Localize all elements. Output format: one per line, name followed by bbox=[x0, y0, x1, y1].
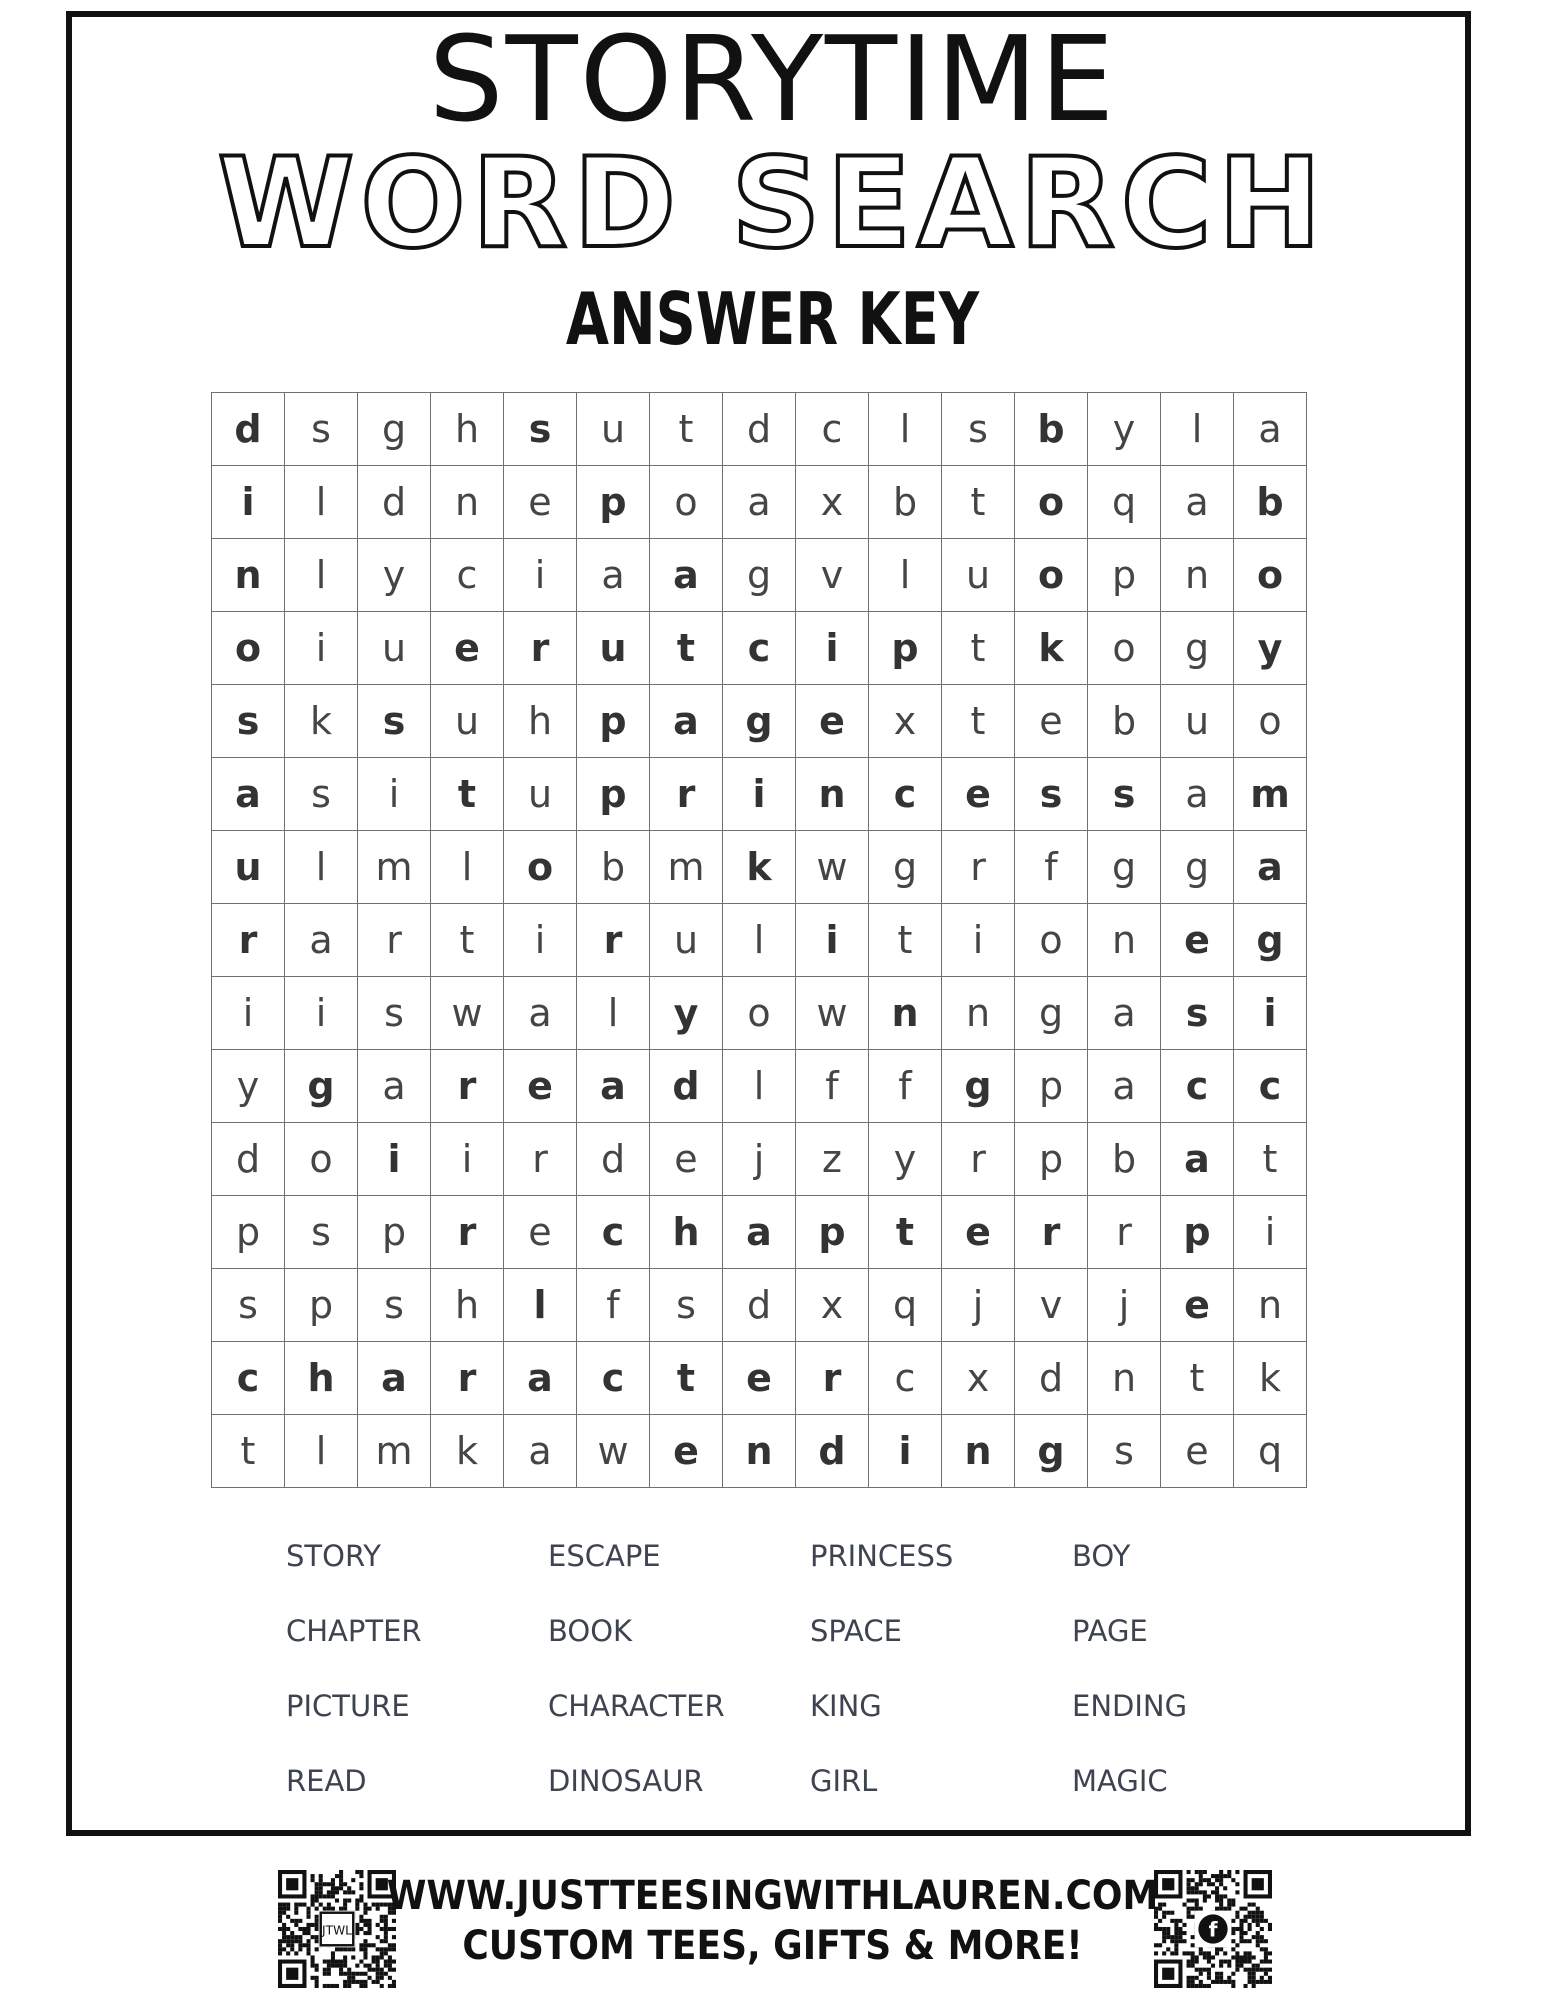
grid-cell-highlighted: o bbox=[1015, 539, 1088, 612]
word-list bbox=[286, 1530, 1336, 1830]
grid-cell: t bbox=[1234, 1123, 1307, 1196]
footer-tagline: CUSTOM TEES, GIFTS & MORE! bbox=[462, 1923, 1083, 1969]
grid-cell: z bbox=[796, 1123, 869, 1196]
grid-cell: n bbox=[431, 466, 504, 539]
grid-cell: f bbox=[1015, 831, 1088, 904]
grid-cell-highlighted: e bbox=[723, 1342, 796, 1415]
grid-cell: w bbox=[431, 977, 504, 1050]
grid-cell: u bbox=[577, 393, 650, 466]
grid-cell-highlighted: i bbox=[723, 758, 796, 831]
grid-cell: h bbox=[431, 393, 504, 466]
grid-cell-highlighted: y bbox=[1234, 612, 1307, 685]
grid-cell: k bbox=[285, 685, 358, 758]
grid-cell: l bbox=[431, 831, 504, 904]
grid-cell-highlighted: b bbox=[1015, 393, 1088, 466]
grid-cell: i bbox=[212, 977, 285, 1050]
grid-row bbox=[212, 612, 1307, 685]
word-list-item: PICTURE bbox=[286, 1689, 410, 1723]
grid-cell-highlighted: a bbox=[504, 1342, 577, 1415]
grid-cell: e bbox=[1015, 685, 1088, 758]
grid-cell: p bbox=[1088, 539, 1161, 612]
grid-cell: r bbox=[942, 831, 1015, 904]
grid-cell: e bbox=[650, 1123, 723, 1196]
grid-cell: t bbox=[212, 1415, 285, 1488]
grid-cell: i bbox=[431, 1123, 504, 1196]
grid-cell: d bbox=[212, 1123, 285, 1196]
title-storytime: STORYTIME bbox=[428, 10, 1117, 148]
grid-cell-highlighted: h bbox=[650, 1196, 723, 1269]
grid-cell: i bbox=[285, 612, 358, 685]
grid-cell: a bbox=[723, 466, 796, 539]
grid-cell: e bbox=[1161, 1415, 1234, 1488]
grid-cell-highlighted: a bbox=[650, 685, 723, 758]
grid-cell-highlighted: e bbox=[431, 612, 504, 685]
grid-cell-highlighted: o bbox=[212, 612, 285, 685]
qr-logo-label: JTWL bbox=[322, 1923, 352, 1938]
grid-cell-highlighted: r bbox=[212, 904, 285, 977]
grid-cell: e bbox=[504, 466, 577, 539]
grid-cell: a bbox=[285, 904, 358, 977]
grid-cell: r bbox=[358, 904, 431, 977]
grid-cell: r bbox=[504, 1123, 577, 1196]
grid-cell-highlighted: e bbox=[1161, 904, 1234, 977]
grid-cell: q bbox=[1234, 1415, 1307, 1488]
grid-cell-highlighted: s bbox=[1088, 758, 1161, 831]
grid-cell: s bbox=[285, 758, 358, 831]
grid-cell: a bbox=[358, 1050, 431, 1123]
grid-cell: l bbox=[285, 1415, 358, 1488]
grid-cell-highlighted: o bbox=[504, 831, 577, 904]
grid-cell-highlighted: k bbox=[723, 831, 796, 904]
grid-row bbox=[212, 831, 1307, 904]
grid-cell-highlighted: b bbox=[1234, 466, 1307, 539]
grid-cell: g bbox=[1088, 831, 1161, 904]
grid-cell: l bbox=[285, 539, 358, 612]
grid-cell-highlighted: g bbox=[1015, 1415, 1088, 1488]
grid-cell: s bbox=[285, 1196, 358, 1269]
grid-cell: x bbox=[796, 466, 869, 539]
grid-cell: g bbox=[723, 539, 796, 612]
grid-cell: e bbox=[504, 1196, 577, 1269]
grid-cell: l bbox=[285, 466, 358, 539]
grid-cell-highlighted: c bbox=[869, 758, 942, 831]
grid-cell: x bbox=[869, 685, 942, 758]
grid-cell: l bbox=[285, 831, 358, 904]
grid-cell: j bbox=[1088, 1269, 1161, 1342]
grid-cell-highlighted: r bbox=[431, 1342, 504, 1415]
grid-row bbox=[212, 904, 1307, 977]
grid-cell-highlighted: n bbox=[796, 758, 869, 831]
grid-cell: t bbox=[650, 393, 723, 466]
grid-cell-highlighted: r bbox=[650, 758, 723, 831]
grid-cell: g bbox=[1015, 977, 1088, 1050]
grid-cell-highlighted: i bbox=[796, 612, 869, 685]
grid-cell: b bbox=[1088, 685, 1161, 758]
grid-cell: d bbox=[723, 393, 796, 466]
grid-cell: d bbox=[577, 1123, 650, 1196]
grid-cell: g bbox=[869, 831, 942, 904]
grid-cell: b bbox=[577, 831, 650, 904]
grid-cell: t bbox=[942, 685, 1015, 758]
word-list-item: MAGIC bbox=[1072, 1764, 1168, 1798]
grid-cell-highlighted: a bbox=[1161, 1123, 1234, 1196]
grid-cell: b bbox=[869, 466, 942, 539]
grid-cell: i bbox=[942, 904, 1015, 977]
grid-cell-highlighted: h bbox=[285, 1342, 358, 1415]
grid-row bbox=[212, 1123, 1307, 1196]
grid-cell: w bbox=[577, 1415, 650, 1488]
grid-cell: v bbox=[1015, 1269, 1088, 1342]
grid-cell: a bbox=[504, 1415, 577, 1488]
grid-cell: t bbox=[942, 466, 1015, 539]
grid-cell: u bbox=[650, 904, 723, 977]
grid-cell-highlighted: l bbox=[504, 1269, 577, 1342]
grid-cell: u bbox=[358, 612, 431, 685]
grid-cell-highlighted: a bbox=[650, 539, 723, 612]
grid-cell-highlighted: p bbox=[577, 758, 650, 831]
grid-cell: j bbox=[942, 1269, 1015, 1342]
footer-website: WWW.JUSTTEESINGWITHLAUREN.COM bbox=[386, 1873, 1159, 1919]
grid-cell: t bbox=[869, 904, 942, 977]
grid-cell: t bbox=[1161, 1342, 1234, 1415]
grid-cell: u bbox=[504, 758, 577, 831]
grid-cell: n bbox=[1234, 1269, 1307, 1342]
grid-cell: y bbox=[1088, 393, 1161, 466]
grid-cell: p bbox=[358, 1196, 431, 1269]
grid-row bbox=[212, 466, 1307, 539]
grid-cell-highlighted: p bbox=[577, 466, 650, 539]
grid-row bbox=[212, 977, 1307, 1050]
grid-cell: i bbox=[358, 758, 431, 831]
grid-cell: l bbox=[577, 977, 650, 1050]
grid-cell: o bbox=[650, 466, 723, 539]
grid-cell: n bbox=[1088, 904, 1161, 977]
grid-cell-highlighted: n bbox=[723, 1415, 796, 1488]
grid-cell: s bbox=[358, 977, 431, 1050]
grid-cell-highlighted: d bbox=[212, 393, 285, 466]
grid-cell: j bbox=[723, 1123, 796, 1196]
grid-cell: n bbox=[1088, 1342, 1161, 1415]
grid-cell-highlighted: p bbox=[796, 1196, 869, 1269]
grid-cell-highlighted: p bbox=[1161, 1196, 1234, 1269]
word-list-item: CHAPTER bbox=[286, 1614, 422, 1648]
grid-cell-highlighted: g bbox=[723, 685, 796, 758]
grid-cell-highlighted: c bbox=[212, 1342, 285, 1415]
grid-cell-highlighted: c bbox=[1161, 1050, 1234, 1123]
grid-cell-highlighted: c bbox=[1234, 1050, 1307, 1123]
grid-cell: l bbox=[869, 393, 942, 466]
grid-cell: g bbox=[358, 393, 431, 466]
svg-text:f: f bbox=[1208, 1917, 1218, 1942]
word-list-item: PAGE bbox=[1072, 1614, 1148, 1648]
grid-cell-highlighted: a bbox=[577, 1050, 650, 1123]
grid-row bbox=[212, 1415, 1307, 1488]
grid-cell: u bbox=[942, 539, 1015, 612]
grid-cell: q bbox=[1088, 466, 1161, 539]
grid-cell-highlighted: s bbox=[1161, 977, 1234, 1050]
grid-row bbox=[212, 539, 1307, 612]
word-list-item: ESCAPE bbox=[548, 1539, 661, 1573]
grid-cell: l bbox=[1161, 393, 1234, 466]
grid-cell-highlighted: r bbox=[504, 612, 577, 685]
grid-row bbox=[212, 393, 1307, 466]
word-list-item: PRINCESS bbox=[810, 1539, 954, 1573]
grid-cell: c bbox=[431, 539, 504, 612]
grid-cell-highlighted: i bbox=[869, 1415, 942, 1488]
grid-cell: d bbox=[358, 466, 431, 539]
grid-cell: k bbox=[1234, 1342, 1307, 1415]
grid-cell: a bbox=[1088, 977, 1161, 1050]
word-list-item: CHARACTER bbox=[548, 1689, 725, 1723]
grid-cell: u bbox=[431, 685, 504, 758]
grid-cell: m bbox=[358, 1415, 431, 1488]
grid-cell: a bbox=[1234, 393, 1307, 466]
grid-cell: x bbox=[796, 1269, 869, 1342]
grid-cell-highlighted: e bbox=[942, 1196, 1015, 1269]
grid-cell: p bbox=[1015, 1123, 1088, 1196]
grid-cell: m bbox=[358, 831, 431, 904]
grid-cell: y bbox=[212, 1050, 285, 1123]
grid-cell: s bbox=[358, 1269, 431, 1342]
grid-cell: s bbox=[650, 1269, 723, 1342]
word-search-grid bbox=[211, 392, 1307, 1488]
grid-cell-highlighted: r bbox=[431, 1050, 504, 1123]
grid-cell-highlighted: u bbox=[212, 831, 285, 904]
grid-cell: b bbox=[1088, 1123, 1161, 1196]
grid-cell-highlighted: g bbox=[285, 1050, 358, 1123]
grid-cell-highlighted: p bbox=[869, 612, 942, 685]
grid-cell-highlighted: c bbox=[577, 1196, 650, 1269]
grid-cell-highlighted: n bbox=[869, 977, 942, 1050]
grid-cell-highlighted: n bbox=[212, 539, 285, 612]
grid-cell: o bbox=[1234, 685, 1307, 758]
grid-row bbox=[212, 1050, 1307, 1123]
grid-cell: g bbox=[1161, 831, 1234, 904]
grid-row bbox=[212, 1342, 1307, 1415]
grid-cell-highlighted: k bbox=[1015, 612, 1088, 685]
grid-cell-highlighted: s bbox=[358, 685, 431, 758]
grid-cell: s bbox=[942, 393, 1015, 466]
grid-cell: n bbox=[1161, 539, 1234, 612]
word-list-item: STORY bbox=[286, 1539, 381, 1573]
grid-cell: o bbox=[723, 977, 796, 1050]
grid-cell-highlighted: e bbox=[504, 1050, 577, 1123]
grid-cell: d bbox=[1015, 1342, 1088, 1415]
word-list-item: BOOK bbox=[548, 1614, 633, 1648]
title-word-search: WORD SEARCH bbox=[217, 132, 1328, 276]
grid-cell: l bbox=[723, 1050, 796, 1123]
grid-cell: r bbox=[942, 1123, 1015, 1196]
grid-cell-highlighted: e bbox=[796, 685, 869, 758]
grid-row bbox=[212, 758, 1307, 831]
grid-cell-highlighted: s bbox=[1015, 758, 1088, 831]
grid-cell-highlighted: s bbox=[212, 685, 285, 758]
grid-cell: n bbox=[942, 977, 1015, 1050]
grid-cell: r bbox=[1088, 1196, 1161, 1269]
grid-cell: l bbox=[723, 904, 796, 977]
grid-cell: w bbox=[796, 977, 869, 1050]
grid-cell: w bbox=[796, 831, 869, 904]
grid-cell: a bbox=[1161, 466, 1234, 539]
grid-cell-highlighted: r bbox=[577, 904, 650, 977]
grid-cell: i bbox=[285, 977, 358, 1050]
word-list-item: READ bbox=[286, 1764, 367, 1798]
grid-cell: s bbox=[1088, 1415, 1161, 1488]
grid-cell-highlighted: t bbox=[650, 1342, 723, 1415]
grid-cell-highlighted: e bbox=[650, 1415, 723, 1488]
grid-cell-highlighted: c bbox=[577, 1342, 650, 1415]
grid-cell-highlighted: o bbox=[1015, 466, 1088, 539]
grid-cell-highlighted: i bbox=[796, 904, 869, 977]
grid-cell: t bbox=[942, 612, 1015, 685]
grid-cell-highlighted: u bbox=[577, 612, 650, 685]
word-list-item: ENDING bbox=[1072, 1689, 1188, 1723]
grid-cell-highlighted: i bbox=[1234, 977, 1307, 1050]
grid-cell-highlighted: e bbox=[942, 758, 1015, 831]
grid-cell-highlighted: d bbox=[650, 1050, 723, 1123]
word-list-item: DINOSAUR bbox=[548, 1764, 704, 1798]
grid-cell-highlighted: a bbox=[358, 1342, 431, 1415]
grid-cell: v bbox=[796, 539, 869, 612]
grid-cell-highlighted: m bbox=[1234, 758, 1307, 831]
grid-cell-highlighted: y bbox=[650, 977, 723, 1050]
grid-cell: c bbox=[796, 393, 869, 466]
grid-cell: k bbox=[431, 1415, 504, 1488]
grid-cell: s bbox=[285, 393, 358, 466]
grid-cell: h bbox=[504, 685, 577, 758]
grid-cell: m bbox=[650, 831, 723, 904]
grid-cell-highlighted: n bbox=[942, 1415, 1015, 1488]
word-list-item: GIRL bbox=[810, 1764, 878, 1798]
grid-cell: i bbox=[504, 904, 577, 977]
word-list-item: KING bbox=[810, 1689, 882, 1723]
subtitle-answer-key: ANSWER KEY bbox=[565, 277, 980, 361]
grid-row bbox=[212, 1269, 1307, 1342]
grid-cell: a bbox=[577, 539, 650, 612]
grid-cell: p bbox=[285, 1269, 358, 1342]
grid-cell: x bbox=[942, 1342, 1015, 1415]
grid-cell: h bbox=[431, 1269, 504, 1342]
grid-cell-highlighted: s bbox=[504, 393, 577, 466]
grid-cell-highlighted: a bbox=[212, 758, 285, 831]
grid-cell: a bbox=[1088, 1050, 1161, 1123]
grid-cell-highlighted: p bbox=[577, 685, 650, 758]
grid-cell: c bbox=[869, 1342, 942, 1415]
grid-cell-highlighted: o bbox=[1234, 539, 1307, 612]
grid-cell-highlighted: e bbox=[1161, 1269, 1234, 1342]
grid-cell-highlighted: r bbox=[796, 1342, 869, 1415]
grid-cell-highlighted: r bbox=[1015, 1196, 1088, 1269]
grid-cell: o bbox=[1015, 904, 1088, 977]
grid-cell-highlighted: c bbox=[723, 612, 796, 685]
grid-cell: p bbox=[1015, 1050, 1088, 1123]
grid-cell: i bbox=[1234, 1196, 1307, 1269]
grid-cell-highlighted: d bbox=[796, 1415, 869, 1488]
grid-cell: i bbox=[504, 539, 577, 612]
grid-cell: f bbox=[796, 1050, 869, 1123]
grid-cell: l bbox=[869, 539, 942, 612]
grid-row bbox=[212, 1196, 1307, 1269]
grid-cell-highlighted: a bbox=[723, 1196, 796, 1269]
grid-cell: d bbox=[723, 1269, 796, 1342]
grid-cell-highlighted: i bbox=[358, 1123, 431, 1196]
grid-cell: o bbox=[285, 1123, 358, 1196]
grid-cell: f bbox=[869, 1050, 942, 1123]
word-list-item: BOY bbox=[1072, 1539, 1131, 1573]
grid-cell: y bbox=[869, 1123, 942, 1196]
grid-cell-highlighted: t bbox=[431, 758, 504, 831]
grid-cell: p bbox=[212, 1196, 285, 1269]
grid-cell-highlighted: t bbox=[869, 1196, 942, 1269]
grid-cell-highlighted: i bbox=[212, 466, 285, 539]
grid-cell: t bbox=[431, 904, 504, 977]
grid-cell-highlighted: g bbox=[1234, 904, 1307, 977]
grid-cell-highlighted: a bbox=[1234, 831, 1307, 904]
grid-cell: o bbox=[1088, 612, 1161, 685]
grid-cell: y bbox=[358, 539, 431, 612]
grid-cell: a bbox=[504, 977, 577, 1050]
grid-cell-highlighted: g bbox=[942, 1050, 1015, 1123]
grid-cell-highlighted: r bbox=[431, 1196, 504, 1269]
grid-cell: u bbox=[1161, 685, 1234, 758]
grid-row bbox=[212, 685, 1307, 758]
grid-cell: q bbox=[869, 1269, 942, 1342]
word-list-item: SPACE bbox=[810, 1614, 902, 1648]
grid-cell-highlighted: t bbox=[650, 612, 723, 685]
grid-cell: f bbox=[577, 1269, 650, 1342]
grid-cell: s bbox=[212, 1269, 285, 1342]
grid-cell: g bbox=[1161, 612, 1234, 685]
grid-cell: a bbox=[1161, 758, 1234, 831]
